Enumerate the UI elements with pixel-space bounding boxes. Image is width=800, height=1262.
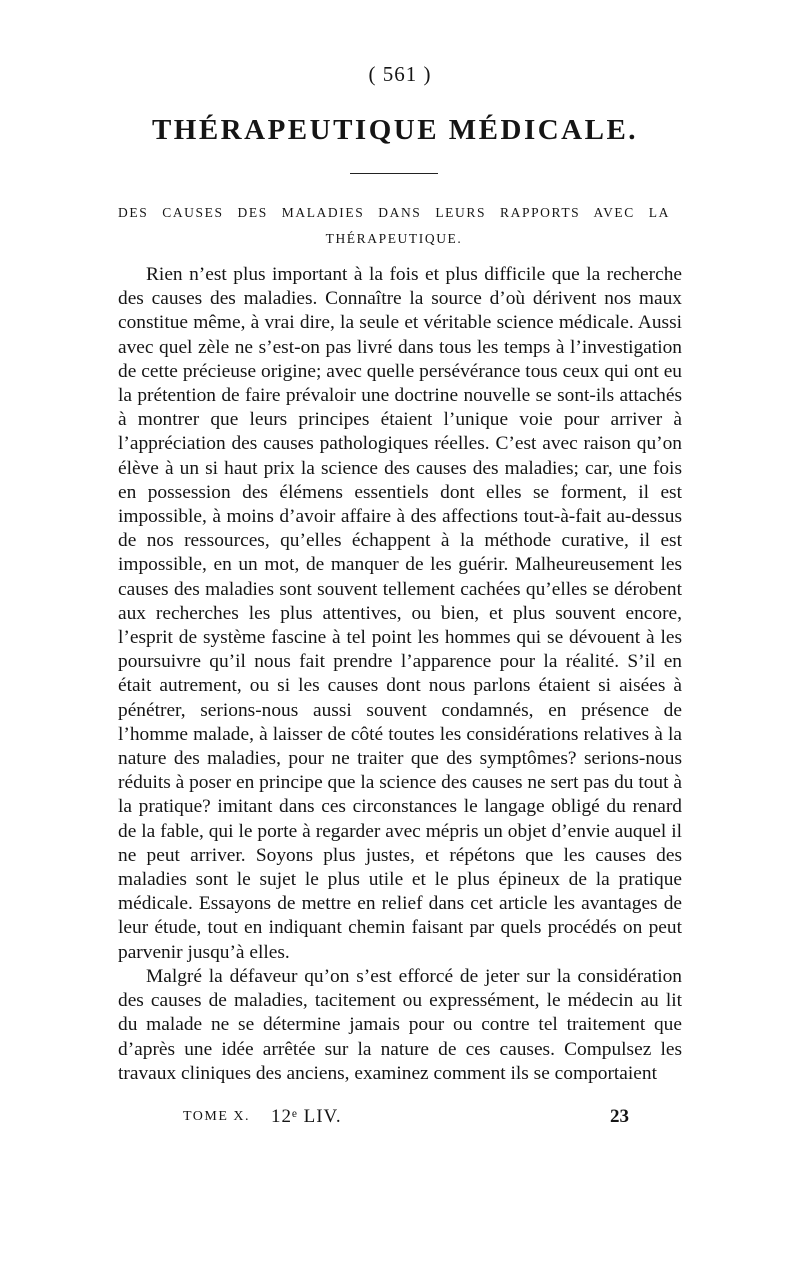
footer-volume: TOME X. [183,1109,251,1124]
page-title: THÉRAPEUTIQUE MÉDICALE. [151,114,639,146]
article-body [118,263,682,1086]
footer-signature-mark: 23 [610,1106,629,1127]
title-separator-rule [350,173,438,174]
section-heading-line2: THÉRAPEUTIQUE. [325,231,463,246]
page-number: ( 561 ) [368,62,432,86]
footer-issue: 12ᵉ LIV. [271,1106,342,1127]
body-paragraph: Malgré la défaveur qu’on s’est efforcé de jeter sur la considération des causes de maladies, tacitement ou expressément, le médecin au lit du malade ne se détermine jamais pour ou contre tel traitement que d’après une idée arrêtée sur la nature de ces causes. Compulsez les travaux cliniques des anciens, examinez comment ils se comportaient [118,965,682,1084]
body-paragraph: Rien n’est plus important à la fois et plus difficile que la recherche des causes des maladies. Connaître la source d’où dérivent nos maux constitue même, à vrai dire, la seule et véritable science médicale. Aussi avec quel zèle ne s’est-on pas livré dans tous les temps à l’investigation de cette précieuse origine; avec quelle persévérance tous ceux qui ont eu la prétention de faire prévaloir une doctrine nouvelle se sont-ils attachés à montrer que leurs principes étaient l’unique voie pour arriver à l’appréciation des causes pathologiques réelles. C’est avec raison qu’on élève à un si haut prix la science des causes des maladies; car, une fois en possession des élémens essentiels dont elles se forment, il est impossible, à moins d’avoir affaire à des affections tout-à-fait au-dessus de nos ressources, qu’elles échappent à la méthode curative, il est impossible, en un mot, de manquer de les guérir. Malheureusement les causes des maladies sont souvent tellement cachées qu’elles se dérobent aux recherches les plus attentives, ou bien, et plus souvent encore, l’esprit de système fascine à tel point les hommes qui se dévouent à les poursuivre qu’il nous fait prendre l’apparence pour la réalité. S’il en était autrement, ou si les causes dont nous parlons étaient si aisées à pénétrer, serions-nous aussi souvent condamnés, en présence de l’homme malade, à laisser de côté toutes les considérations relatives à la nature des maladies, pour ne traiter que des symptômes? serions-nous réduits à poser en principe que la science des causes ne sert pas du tout à la pratique? imitant dans ces circonstances le langage obligé du renard de la fable, qui le porte à regarder avec mépris un objet d’envie auquel il ne peut arriver. Soyons plus justes, et répétons que les causes des maladies sont le sujet le plus utile et le plus épineux de la pratique médicale. Essayons de mettre en relief dans cet article les avantages de leur étude, tout en indiquant chemin faisant par quels procédés on peut parvenir jusqu’à elles. [118,264,682,963]
section-heading-line1: DES CAUSES DES MALADIES DANS LEURS RAPPORTS AVEC LA [118,205,670,220]
